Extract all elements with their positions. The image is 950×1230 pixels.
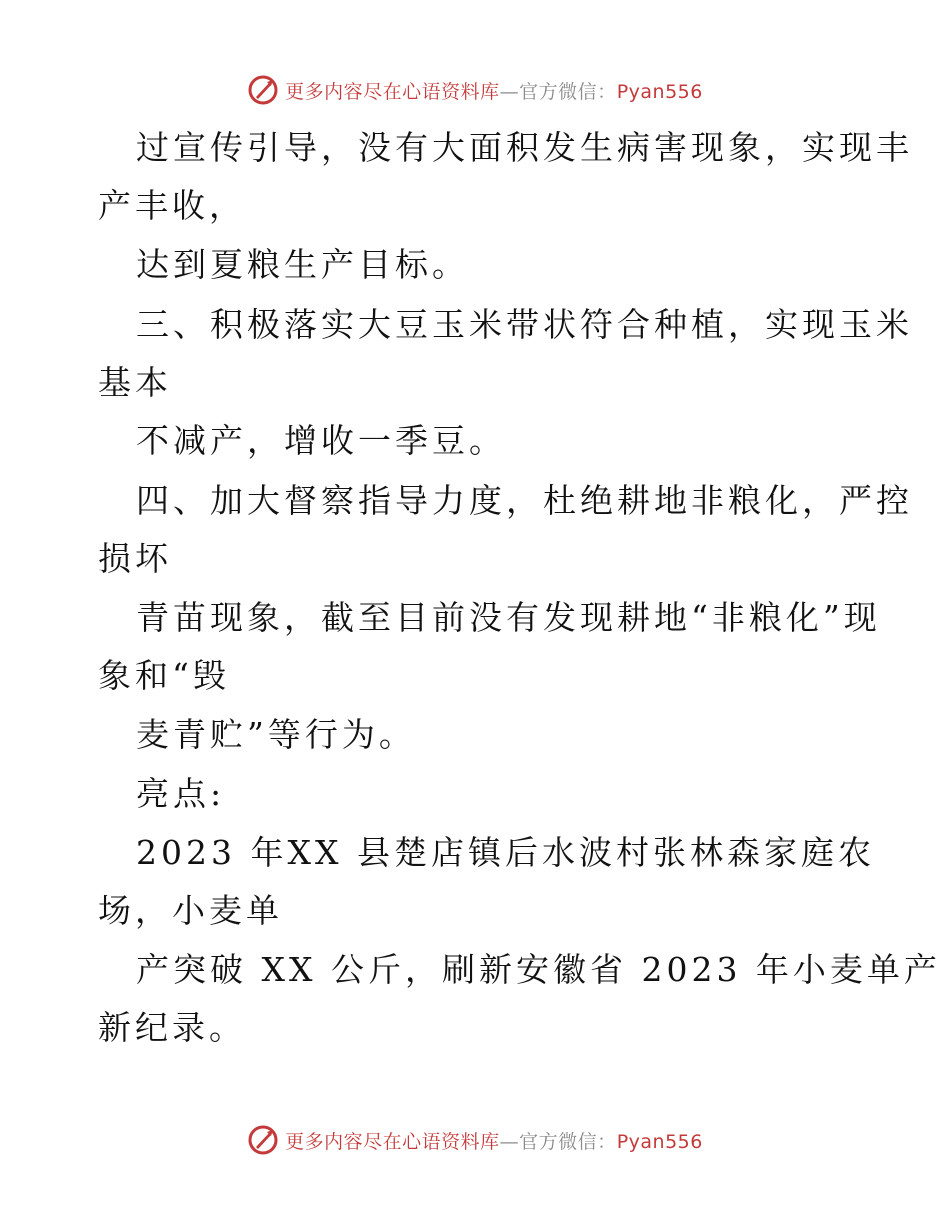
watermark-dash: — <box>499 1130 520 1153</box>
paragraph-line: 2023 年XX 县楚店镇后水波村张林森家庭农 <box>136 833 875 872</box>
paragraph-line: 达到夏粮生产目标。 <box>136 245 469 284</box>
paragraph-line: 产突破 XX 公斤，刷新安徽省 2023 年小麦单产 <box>136 950 941 989</box>
paragraph-line: 产丰收， <box>98 186 246 225</box>
section-heading: 亮点: <box>136 774 226 813</box>
paragraph-line: 损坏 <box>98 539 172 578</box>
footer-watermark <box>0 1120 950 1160</box>
quill-logo-icon <box>247 74 279 106</box>
paragraph-line: 场，小麦单 <box>98 891 283 930</box>
header-watermark <box>0 70 950 110</box>
watermark-official: 官方微信： <box>519 1130 617 1153</box>
paragraph-line: 四、加大督察指导力度，杜绝耕地非粮化，严控 <box>136 481 913 520</box>
paragraph-line: 象和“毁 <box>98 656 230 695</box>
watermark-main: 更多内容尽在心语资料库 <box>285 80 500 103</box>
watermark-text <box>285 77 703 104</box>
paragraph-line: 基本 <box>98 363 172 402</box>
watermark-dash: — <box>499 80 520 103</box>
watermark-text <box>285 1127 703 1154</box>
paragraph-line: 麦青贮”等行为。 <box>136 715 416 754</box>
watermark-account: Pyan556 <box>616 80 703 103</box>
paragraph-line: 不减产，增收一季豆。 <box>136 421 506 460</box>
watermark-account: Pyan556 <box>616 1130 703 1153</box>
watermark-main: 更多内容尽在心语资料库 <box>285 1130 500 1153</box>
paragraph-line: 过宣传引导，没有大面积发生病害现象，实现丰 <box>136 128 913 167</box>
paragraph-line: 青苗现象，截至目前没有发现耕地“非粮化”现 <box>136 598 881 637</box>
paragraph-line: 三、积极落实大豆玉米带状符合种植，实现玉米 <box>136 305 913 344</box>
paragraph-line: 新纪录。 <box>98 1008 246 1047</box>
quill-logo-icon <box>247 1124 279 1156</box>
watermark-official: 官方微信： <box>519 80 617 103</box>
